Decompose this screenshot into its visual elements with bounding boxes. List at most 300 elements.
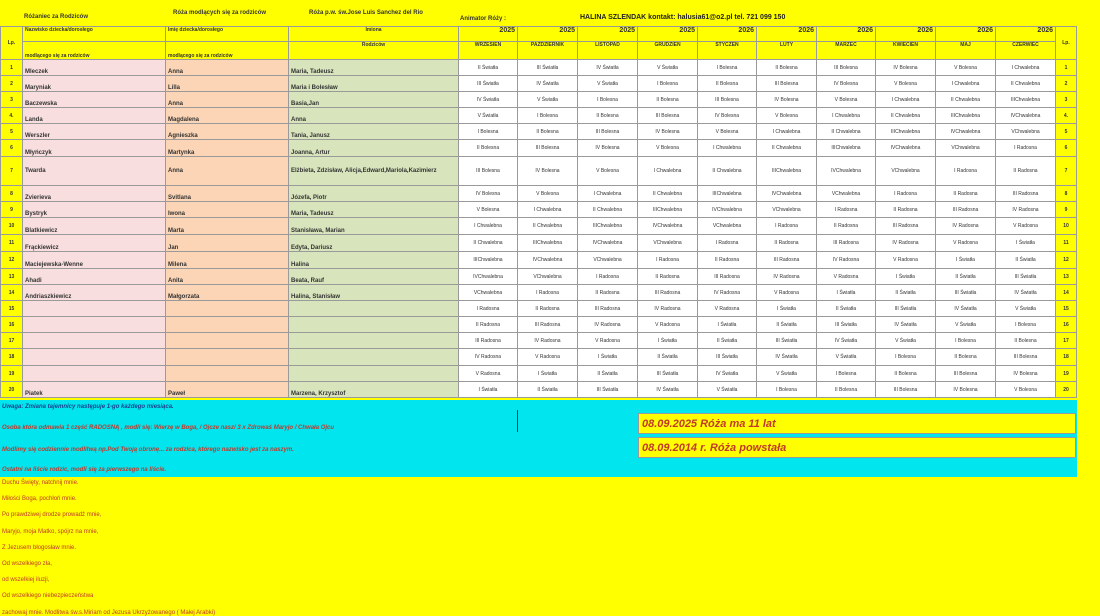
mystery-cell[interactable]: IV Radosna bbox=[638, 301, 698, 317]
mystery-cell[interactable]: II Światła bbox=[757, 317, 817, 333]
mystery-cell[interactable]: I Światła bbox=[996, 235, 1056, 252]
mystery-cell[interactable]: I Radosna bbox=[996, 140, 1056, 157]
row-number-cell[interactable]: 9 bbox=[1, 202, 23, 218]
mystery-cell[interactable]: V Bolesna bbox=[698, 124, 757, 140]
parents-names-cell[interactable]: Stanisława, Marian bbox=[289, 218, 459, 235]
mystery-cell[interactable]: I Chwalebna bbox=[578, 186, 638, 202]
parents-names-cell[interactable]: Maria i Bolesław bbox=[289, 76, 459, 92]
mystery-cell[interactable]: II Chwalebna bbox=[757, 140, 817, 157]
mystery-cell[interactable]: IVChwalebna bbox=[817, 157, 876, 186]
row-number-cell[interactable]: 12 bbox=[1, 252, 23, 269]
mystery-cell[interactable]: VChwalebna bbox=[757, 202, 817, 218]
mystery-cell[interactable]: IVChwalebna bbox=[936, 124, 996, 140]
mystery-cell[interactable]: I Chwalebna bbox=[757, 124, 817, 140]
mystery-cell[interactable]: V Bolesna bbox=[578, 157, 638, 186]
mystery-cell[interactable]: II Bolesna bbox=[518, 124, 578, 140]
first-name-cell[interactable]: Lilla bbox=[166, 76, 289, 92]
mystery-cell[interactable]: I Bolesna bbox=[876, 349, 936, 366]
surname-cell[interactable]: Mleczek bbox=[23, 60, 166, 76]
first-name-cell[interactable] bbox=[166, 317, 289, 333]
mystery-cell[interactable]: II Bolesna bbox=[578, 108, 638, 124]
row-number-cell[interactable]: 11 bbox=[1, 235, 23, 252]
mystery-cell[interactable]: IV Światła bbox=[459, 92, 518, 108]
mystery-cell[interactable]: V Światła bbox=[817, 349, 876, 366]
mystery-cell[interactable]: V Światła bbox=[518, 92, 578, 108]
row-number-cell[interactable]: 13 bbox=[1, 269, 23, 285]
mystery-cell[interactable]: V Radosna bbox=[518, 349, 578, 366]
parents-names-cell[interactable]: Elżbieta, Zdzisław, Alicja,Edward,Mariola,Kazimierz bbox=[289, 157, 459, 186]
mystery-cell[interactable]: VChwalebna bbox=[638, 235, 698, 252]
row-number-right-cell[interactable]: 11 bbox=[1056, 235, 1077, 252]
mystery-cell[interactable]: II Radosna bbox=[459, 317, 518, 333]
first-name-cell[interactable]: Anna bbox=[166, 157, 289, 186]
mystery-cell[interactable]: V Światła bbox=[698, 382, 757, 398]
mystery-cell[interactable]: V Światła bbox=[996, 301, 1056, 317]
mystery-cell[interactable]: IVChwalebna bbox=[638, 218, 698, 235]
mystery-cell[interactable]: II Światła bbox=[698, 333, 757, 349]
surname-cell[interactable]: Zvierieva bbox=[23, 186, 166, 202]
mystery-cell[interactable]: III Światła bbox=[757, 333, 817, 349]
first-name-cell[interactable]: Marta bbox=[166, 218, 289, 235]
mystery-cell[interactable]: IIIChwalebna bbox=[817, 140, 876, 157]
mystery-cell[interactable]: III Światła bbox=[638, 366, 698, 382]
mystery-cell[interactable]: V Radosna bbox=[698, 301, 757, 317]
mystery-cell[interactable]: IV Światła bbox=[578, 60, 638, 76]
mystery-cell[interactable]: IV Światła bbox=[817, 333, 876, 349]
mystery-cell[interactable]: II Chwalebna bbox=[578, 202, 638, 218]
row-number-cell[interactable]: 3 bbox=[1, 92, 23, 108]
parents-names-cell[interactable]: Marzena, Krzysztof bbox=[289, 382, 459, 398]
mystery-cell[interactable]: I Światła bbox=[578, 349, 638, 366]
row-number-cell[interactable]: 8 bbox=[1, 186, 23, 202]
mystery-cell[interactable]: I Bolesna bbox=[757, 382, 817, 398]
mystery-cell[interactable]: IV Radosna bbox=[996, 202, 1056, 218]
row-number-cell[interactable]: 2 bbox=[1, 76, 23, 92]
mystery-cell[interactable]: IVChwalebna bbox=[996, 108, 1056, 124]
mystery-cell[interactable]: III Radosna bbox=[996, 186, 1056, 202]
parents-names-cell[interactable] bbox=[289, 333, 459, 349]
mystery-cell[interactable]: IV Bolesna bbox=[996, 366, 1056, 382]
row-number-right-cell[interactable]: 5 bbox=[1056, 124, 1077, 140]
mystery-cell[interactable]: V Radosna bbox=[996, 218, 1056, 235]
mystery-cell[interactable]: V Światła bbox=[459, 108, 518, 124]
mystery-cell[interactable]: I Światła bbox=[518, 366, 578, 382]
mystery-cell[interactable]: II Chwalebna bbox=[817, 124, 876, 140]
mystery-cell[interactable]: V Bolesna bbox=[996, 382, 1056, 398]
surname-cell[interactable]: Piatek bbox=[23, 382, 166, 398]
row-number-right-cell[interactable]: 9 bbox=[1056, 202, 1077, 218]
mystery-cell[interactable]: I Bolesna bbox=[638, 76, 698, 92]
row-number-cell[interactable]: 16 bbox=[1, 317, 23, 333]
mystery-cell[interactable]: I Bolesna bbox=[698, 60, 757, 76]
mystery-cell[interactable]: I Chwalebna bbox=[638, 157, 698, 186]
first-name-cell[interactable]: Jan bbox=[166, 235, 289, 252]
first-name-cell[interactable]: Małgorzata bbox=[166, 285, 289, 301]
mystery-cell[interactable]: II Chwalebna bbox=[996, 76, 1056, 92]
surname-cell[interactable]: Maciejewska-Wenne bbox=[23, 252, 166, 269]
mystery-cell[interactable]: I Chwalebna bbox=[518, 202, 578, 218]
mystery-cell[interactable]: II Chwalebna bbox=[698, 157, 757, 186]
mystery-cell[interactable]: I Światła bbox=[698, 317, 757, 333]
mystery-cell[interactable]: IV Radosna bbox=[936, 218, 996, 235]
mystery-cell[interactable]: III Światła bbox=[996, 269, 1056, 285]
mystery-cell[interactable]: III Radosna bbox=[817, 235, 876, 252]
row-number-cell[interactable]: 14 bbox=[1, 285, 23, 301]
mystery-cell[interactable]: V Bolesna bbox=[817, 92, 876, 108]
mystery-cell[interactable]: V Światła bbox=[578, 76, 638, 92]
mystery-cell[interactable]: III Światła bbox=[459, 76, 518, 92]
mystery-cell[interactable]: II Bolesna bbox=[936, 349, 996, 366]
row-number-right-cell[interactable]: 1 bbox=[1056, 60, 1077, 76]
mystery-cell[interactable]: II Bolesna bbox=[876, 366, 936, 382]
mystery-cell[interactable]: III Bolesna bbox=[757, 76, 817, 92]
surname-cell[interactable]: Werszler bbox=[23, 124, 166, 140]
mystery-cell[interactable]: IV Bolesna bbox=[876, 60, 936, 76]
mystery-cell[interactable]: IIIChwalebna bbox=[518, 235, 578, 252]
mystery-cell[interactable]: IV Światła bbox=[996, 285, 1056, 301]
mystery-cell[interactable]: II Bolesna bbox=[638, 92, 698, 108]
mystery-cell[interactable]: IV Radosna bbox=[876, 235, 936, 252]
row-number-right-cell[interactable]: 14 bbox=[1056, 285, 1077, 301]
row-number-right-cell[interactable]: 19 bbox=[1056, 366, 1077, 382]
row-number-cell[interactable]: 5 bbox=[1, 124, 23, 140]
mystery-cell[interactable]: IVChwalebna bbox=[698, 202, 757, 218]
mystery-cell[interactable]: V Radosna bbox=[638, 317, 698, 333]
mystery-cell[interactable]: II Chwalebna bbox=[459, 235, 518, 252]
mystery-cell[interactable]: III Bolesna bbox=[936, 366, 996, 382]
row-number-right-cell[interactable]: 7 bbox=[1056, 157, 1077, 186]
mystery-cell[interactable]: V Bolesna bbox=[876, 76, 936, 92]
parents-names-cell[interactable]: Anna bbox=[289, 108, 459, 124]
mystery-cell[interactable]: VChwalebna bbox=[578, 252, 638, 269]
mystery-cell[interactable]: I Radosna bbox=[817, 202, 876, 218]
mystery-cell[interactable]: I Światła bbox=[638, 333, 698, 349]
row-number-right-cell[interactable]: 2 bbox=[1056, 76, 1077, 92]
mystery-cell[interactable]: V Bolesna bbox=[638, 140, 698, 157]
mystery-cell[interactable]: IIIChwalebna bbox=[578, 218, 638, 235]
mystery-cell[interactable]: IV Światła bbox=[518, 76, 578, 92]
mystery-cell[interactable]: I Radosna bbox=[757, 218, 817, 235]
mystery-cell[interactable]: VChwalebna bbox=[876, 157, 936, 186]
row-number-right-cell[interactable]: 10 bbox=[1056, 218, 1077, 235]
mystery-cell[interactable]: IIIChwalebna bbox=[996, 92, 1056, 108]
surname-cell[interactable]: Maryniak bbox=[23, 76, 166, 92]
surname-cell[interactable] bbox=[23, 366, 166, 382]
mystery-cell[interactable]: II Radosna bbox=[638, 269, 698, 285]
mystery-cell[interactable]: III Bolesna bbox=[459, 157, 518, 186]
mystery-cell[interactable]: V Radosna bbox=[876, 252, 936, 269]
first-name-cell[interactable]: Anita bbox=[166, 269, 289, 285]
mystery-cell[interactable]: I Światła bbox=[936, 252, 996, 269]
mystery-cell[interactable]: II Światła bbox=[518, 382, 578, 398]
mystery-cell[interactable]: IV Radosna bbox=[578, 317, 638, 333]
mystery-cell[interactable]: II Światła bbox=[936, 269, 996, 285]
surname-cell[interactable]: Blatkiewicz bbox=[23, 218, 166, 235]
mystery-cell[interactable]: IV Światła bbox=[876, 317, 936, 333]
mystery-cell[interactable]: I Radosna bbox=[936, 157, 996, 186]
row-number-right-cell[interactable]: 13 bbox=[1056, 269, 1077, 285]
row-number-right-cell[interactable]: 4. bbox=[1056, 108, 1077, 124]
mystery-cell[interactable]: III Bolesna bbox=[996, 349, 1056, 366]
mystery-cell[interactable]: I Radosna bbox=[698, 235, 757, 252]
parents-names-cell[interactable] bbox=[289, 301, 459, 317]
surname-cell[interactable]: Bystryk bbox=[23, 202, 166, 218]
mystery-cell[interactable]: I Bolesna bbox=[817, 366, 876, 382]
mystery-cell[interactable]: III Światła bbox=[578, 382, 638, 398]
mystery-cell[interactable]: III Radosna bbox=[638, 285, 698, 301]
mystery-cell[interactable]: V Bolesna bbox=[518, 186, 578, 202]
mystery-cell[interactable]: III Radosna bbox=[518, 317, 578, 333]
mystery-cell[interactable]: I Bolesna bbox=[459, 124, 518, 140]
mystery-cell[interactable]: II Bolesna bbox=[996, 333, 1056, 349]
mystery-cell[interactable]: V Bolesna bbox=[459, 202, 518, 218]
row-number-cell[interactable]: 4. bbox=[1, 108, 23, 124]
mystery-cell[interactable]: IIIChwalebna bbox=[638, 202, 698, 218]
mystery-cell[interactable]: I Chwalebna bbox=[876, 92, 936, 108]
mystery-cell[interactable]: VChwalebna bbox=[518, 269, 578, 285]
row-number-right-cell[interactable]: 17 bbox=[1056, 333, 1077, 349]
parents-names-cell[interactable]: Maria, Tadeusz bbox=[289, 60, 459, 76]
mystery-cell[interactable]: III Bolesna bbox=[876, 382, 936, 398]
mystery-cell[interactable]: II Radosna bbox=[698, 252, 757, 269]
mystery-cell[interactable]: VChwalebna bbox=[817, 186, 876, 202]
mystery-cell[interactable]: I Chwalebna bbox=[698, 140, 757, 157]
row-number-cell[interactable]: 7 bbox=[1, 157, 23, 186]
mystery-cell[interactable]: V Bolesna bbox=[936, 60, 996, 76]
row-number-cell[interactable]: 17 bbox=[1, 333, 23, 349]
mystery-cell[interactable]: III Radosna bbox=[698, 269, 757, 285]
mystery-cell[interactable]: I Światła bbox=[757, 301, 817, 317]
mystery-cell[interactable]: IIIChwalebna bbox=[936, 108, 996, 124]
row-number-right-cell[interactable]: 15 bbox=[1056, 301, 1077, 317]
mystery-cell[interactable]: VChwalebna bbox=[996, 124, 1056, 140]
row-number-right-cell[interactable]: 16 bbox=[1056, 317, 1077, 333]
mystery-cell[interactable]: I Światła bbox=[817, 285, 876, 301]
mystery-cell[interactable]: IVChwalebna bbox=[459, 269, 518, 285]
mystery-cell[interactable]: III Światła bbox=[936, 285, 996, 301]
mystery-cell[interactable]: I Radosna bbox=[876, 186, 936, 202]
mystery-cell[interactable]: III Radosna bbox=[876, 218, 936, 235]
mystery-cell[interactable]: I Radosna bbox=[518, 285, 578, 301]
mystery-cell[interactable]: II Radosna bbox=[518, 301, 578, 317]
row-number-right-cell[interactable]: 8 bbox=[1056, 186, 1077, 202]
parents-names-cell[interactable]: Halina bbox=[289, 252, 459, 269]
mystery-cell[interactable]: IV Światła bbox=[638, 382, 698, 398]
mystery-cell[interactable]: I Bolesna bbox=[996, 317, 1056, 333]
mystery-cell[interactable]: VChwalebna bbox=[459, 285, 518, 301]
parents-names-cell[interactable] bbox=[289, 317, 459, 333]
mystery-cell[interactable]: I Radosna bbox=[578, 269, 638, 285]
mystery-cell[interactable]: III Światła bbox=[817, 317, 876, 333]
parents-names-cell[interactable] bbox=[289, 366, 459, 382]
mystery-cell[interactable]: IIIChwalebna bbox=[876, 124, 936, 140]
mystery-cell[interactable]: I Bolesna bbox=[936, 333, 996, 349]
first-name-cell[interactable]: Paweł bbox=[166, 382, 289, 398]
surname-cell[interactable]: Landa bbox=[23, 108, 166, 124]
first-name-cell[interactable] bbox=[166, 333, 289, 349]
mystery-cell[interactable]: VChwalebna bbox=[936, 140, 996, 157]
first-name-cell[interactable]: Iwona bbox=[166, 202, 289, 218]
first-name-cell[interactable]: Martynka bbox=[166, 140, 289, 157]
row-number-right-cell[interactable]: 20 bbox=[1056, 382, 1077, 398]
mystery-cell[interactable]: II Radosna bbox=[876, 202, 936, 218]
surname-cell[interactable]: Młyńczyk bbox=[23, 140, 166, 157]
mystery-cell[interactable]: V Radosna bbox=[936, 235, 996, 252]
mystery-cell[interactable]: V Bolesna bbox=[757, 108, 817, 124]
surname-cell[interactable] bbox=[23, 333, 166, 349]
mystery-cell[interactable]: IV Bolesna bbox=[518, 157, 578, 186]
mystery-cell[interactable]: IV Radosna bbox=[817, 252, 876, 269]
mystery-cell[interactable]: III Światła bbox=[876, 301, 936, 317]
mystery-cell[interactable]: I Chwalebna bbox=[459, 218, 518, 235]
mystery-cell[interactable]: I Chwalebna bbox=[996, 60, 1056, 76]
mystery-cell[interactable]: II Chwalebna bbox=[936, 92, 996, 108]
row-number-cell[interactable]: 1 bbox=[1, 60, 23, 76]
mystery-cell[interactable]: IV Bolesna bbox=[698, 108, 757, 124]
mystery-cell[interactable]: II Bolesna bbox=[817, 382, 876, 398]
mystery-cell[interactable]: V Światła bbox=[876, 333, 936, 349]
surname-cell[interactable] bbox=[23, 301, 166, 317]
mystery-cell[interactable]: I Bolesna bbox=[518, 108, 578, 124]
mystery-cell[interactable]: III Radosna bbox=[459, 333, 518, 349]
parents-names-cell[interactable] bbox=[289, 349, 459, 366]
first-name-cell[interactable]: Magdalena bbox=[166, 108, 289, 124]
mystery-cell[interactable]: I Radosna bbox=[638, 252, 698, 269]
mystery-cell[interactable]: III Radosna bbox=[936, 202, 996, 218]
surname-cell[interactable]: Andriaszkiewicz bbox=[23, 285, 166, 301]
mystery-cell[interactable]: III Bolesna bbox=[698, 92, 757, 108]
parents-names-cell[interactable]: Józefa, Piotr bbox=[289, 186, 459, 202]
mystery-cell[interactable]: III Bolesna bbox=[638, 108, 698, 124]
mystery-cell[interactable]: III Radosna bbox=[578, 301, 638, 317]
mystery-cell[interactable]: V Radosna bbox=[459, 366, 518, 382]
mystery-cell[interactable]: III Światła bbox=[698, 349, 757, 366]
mystery-cell[interactable]: IV Bolesna bbox=[936, 382, 996, 398]
mystery-cell[interactable]: I Chwalebna bbox=[936, 76, 996, 92]
mystery-cell[interactable]: I Radosna bbox=[459, 301, 518, 317]
mystery-cell[interactable]: II Bolesna bbox=[698, 76, 757, 92]
first-name-cell[interactable]: Svitlana bbox=[166, 186, 289, 202]
mystery-cell[interactable]: II Bolesna bbox=[459, 140, 518, 157]
row-number-right-cell[interactable]: 18 bbox=[1056, 349, 1077, 366]
mystery-cell[interactable]: IVChwalebna bbox=[518, 252, 578, 269]
surname-cell[interactable] bbox=[23, 349, 166, 366]
first-name-cell[interactable] bbox=[166, 301, 289, 317]
mystery-cell[interactable]: IV Bolesna bbox=[817, 76, 876, 92]
mystery-cell[interactable]: I Bolesna bbox=[578, 92, 638, 108]
parents-names-cell[interactable]: Joanna, Artur bbox=[289, 140, 459, 157]
row-number-cell[interactable]: 6 bbox=[1, 140, 23, 157]
first-name-cell[interactable]: Anna bbox=[166, 60, 289, 76]
mystery-cell[interactable]: IV Bolesna bbox=[459, 186, 518, 202]
mystery-cell[interactable]: I Chwalebna bbox=[817, 108, 876, 124]
mystery-cell[interactable]: II Radosna bbox=[757, 235, 817, 252]
mystery-cell[interactable]: V Radosna bbox=[578, 333, 638, 349]
mystery-cell[interactable]: IIIChwalebna bbox=[757, 157, 817, 186]
parents-names-cell[interactable]: Basia,Jan bbox=[289, 92, 459, 108]
mystery-cell[interactable]: IV Światła bbox=[757, 349, 817, 366]
surname-cell[interactable]: Frąckiewicz bbox=[23, 235, 166, 252]
mystery-cell[interactable]: IV Radosna bbox=[757, 269, 817, 285]
mystery-cell[interactable]: II Radosna bbox=[996, 157, 1056, 186]
mystery-cell[interactable]: IV Radosna bbox=[459, 349, 518, 366]
mystery-cell[interactable]: II Światła bbox=[638, 349, 698, 366]
mystery-cell[interactable]: II Światła bbox=[578, 366, 638, 382]
parents-names-cell[interactable]: Edyta, Dariusz bbox=[289, 235, 459, 252]
row-number-right-cell[interactable]: 6 bbox=[1056, 140, 1077, 157]
row-number-cell[interactable]: 15 bbox=[1, 301, 23, 317]
mystery-cell[interactable]: II Światła bbox=[996, 252, 1056, 269]
row-number-cell[interactable]: 20 bbox=[1, 382, 23, 398]
mystery-cell[interactable]: IV Bolesna bbox=[757, 92, 817, 108]
mystery-cell[interactable]: V Światła bbox=[936, 317, 996, 333]
mystery-cell[interactable]: V Światła bbox=[757, 366, 817, 382]
mystery-cell[interactable]: IV Bolesna bbox=[638, 124, 698, 140]
mystery-cell[interactable]: IVChwalebna bbox=[578, 235, 638, 252]
mystery-cell[interactable]: III Bolesna bbox=[817, 60, 876, 76]
mystery-cell[interactable]: V Radosna bbox=[757, 285, 817, 301]
mystery-cell[interactable]: V Radosna bbox=[817, 269, 876, 285]
parents-names-cell[interactable]: Halina, Stanisław bbox=[289, 285, 459, 301]
mystery-cell[interactable]: IV Światła bbox=[698, 366, 757, 382]
row-number-right-cell[interactable]: 12 bbox=[1056, 252, 1077, 269]
surname-cell[interactable]: Twarda bbox=[23, 157, 166, 186]
mystery-cell[interactable]: II Światła bbox=[459, 60, 518, 76]
mystery-cell[interactable]: IVChwalebna bbox=[876, 140, 936, 157]
parents-names-cell[interactable]: Beata, Rauf bbox=[289, 269, 459, 285]
mystery-cell[interactable]: IVChwalebna bbox=[757, 186, 817, 202]
mystery-cell[interactable]: III Światła bbox=[518, 60, 578, 76]
mystery-cell[interactable]: IIIChwalebna bbox=[459, 252, 518, 269]
mystery-cell[interactable]: II Radosna bbox=[936, 186, 996, 202]
surname-cell[interactable]: Baczewska bbox=[23, 92, 166, 108]
mystery-cell[interactable]: IV Bolesna bbox=[578, 140, 638, 157]
mystery-cell[interactable]: II Chwalebna bbox=[876, 108, 936, 124]
mystery-cell[interactable]: VChwalebna bbox=[698, 218, 757, 235]
row-number-cell[interactable]: 18 bbox=[1, 349, 23, 366]
row-number-cell[interactable]: 19 bbox=[1, 366, 23, 382]
mystery-cell[interactable]: II Radosna bbox=[578, 285, 638, 301]
mystery-cell[interactable]: III Bolesna bbox=[578, 124, 638, 140]
first-name-cell[interactable]: Agnieszka bbox=[166, 124, 289, 140]
mystery-cell[interactable]: II Bolesna bbox=[757, 60, 817, 76]
first-name-cell[interactable]: Anna bbox=[166, 92, 289, 108]
mystery-cell[interactable]: III Bolesna bbox=[518, 140, 578, 157]
first-name-cell[interactable]: Milena bbox=[166, 252, 289, 269]
surname-cell[interactable]: Ahadi bbox=[23, 269, 166, 285]
mystery-cell[interactable]: II Światła bbox=[817, 301, 876, 317]
row-number-cell[interactable]: 10 bbox=[1, 218, 23, 235]
parents-names-cell[interactable]: Tania, Janusz bbox=[289, 124, 459, 140]
mystery-cell[interactable]: II Chwalebna bbox=[638, 186, 698, 202]
mystery-cell[interactable]: V Światła bbox=[638, 60, 698, 76]
mystery-cell[interactable]: IV Radosna bbox=[518, 333, 578, 349]
mystery-cell[interactable]: II Światła bbox=[876, 285, 936, 301]
row-number-right-cell[interactable]: 3 bbox=[1056, 92, 1077, 108]
mystery-cell[interactable]: IIIChwalebna bbox=[698, 186, 757, 202]
mystery-cell[interactable]: IV Światła bbox=[936, 301, 996, 317]
first-name-cell[interactable] bbox=[166, 349, 289, 366]
mystery-cell[interactable]: I Światła bbox=[876, 269, 936, 285]
surname-cell[interactable] bbox=[23, 317, 166, 333]
mystery-cell[interactable]: II Radosna bbox=[817, 218, 876, 235]
parents-names-cell[interactable]: Maria, Tadeusz bbox=[289, 202, 459, 218]
mystery-cell[interactable]: II Chwalebna bbox=[518, 218, 578, 235]
mystery-cell[interactable]: III Radosna bbox=[757, 252, 817, 269]
mystery-cell[interactable]: I Światła bbox=[459, 382, 518, 398]
mystery-cell[interactable]: IV Radosna bbox=[698, 285, 757, 301]
first-name-cell[interactable] bbox=[166, 366, 289, 382]
